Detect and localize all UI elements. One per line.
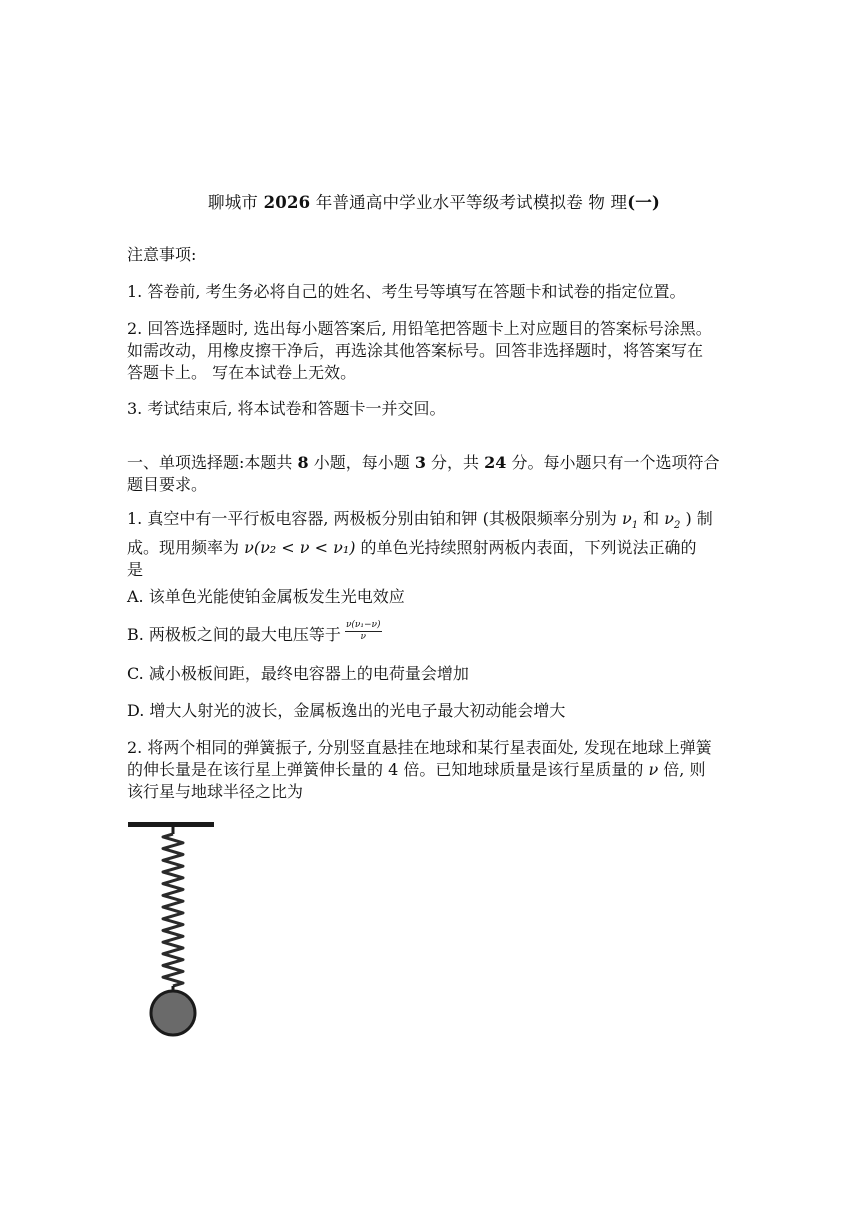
section-1-text-d: 分。每小题只有一个选项符合	[506, 453, 720, 472]
q1-text-d: 的单色光持续照射两板内表面，下列说法正确的	[355, 538, 697, 558]
q1-option-c: C. 减小极板间距，最终电容器上的电荷量会增加	[127, 664, 469, 683]
question-1-stem	[127, 508, 747, 581]
q2-nu: ν	[648, 760, 659, 779]
q1-option-d: D. 增大人射光的波长，金属板逸出的光电子最大初动能会增大	[127, 701, 566, 720]
title-suffix: (一)	[627, 193, 660, 212]
q1-option-b-fraction	[345, 620, 382, 643]
section-1-line-1	[127, 452, 747, 474]
fraction-numerator: ν(ν₁−ν)	[345, 620, 381, 630]
section-1-text-a: 一、单项选择题:本题共	[127, 453, 298, 472]
title-middle: 年普通高中学业水平等级考试模拟卷 物 理	[310, 193, 628, 212]
section-1-line-2: 题目要求。	[127, 475, 208, 494]
notice-item-3: 3. 考试结束后, 将本试卷和答题卡一并交回。	[127, 399, 446, 418]
notice-heading: 注意事项:	[127, 245, 197, 264]
question-1-line-1	[127, 508, 747, 537]
points-each: 3	[414, 453, 426, 472]
q1-text-c: 成。现用频率为	[127, 538, 245, 558]
ceiling-bar	[128, 822, 214, 827]
question-2-line-3: 该行星与地球半径之比为	[127, 782, 304, 801]
question-1-line-3: 是	[127, 560, 144, 580]
question-count: 8	[297, 453, 309, 472]
notice-item-1: 1. 答卷前, 考生务必将自己的姓名、考生号等填写在答题卡和试卷的指定位置。	[127, 282, 686, 301]
q1-text-a: 1. 真空中有一平行板电容器, 两极板分别由铂和钾 (其极限频率分别为	[127, 509, 622, 528]
spring-oscillator-icon	[126, 818, 218, 1040]
section-1-text-c: 分，共	[425, 453, 485, 472]
q2-text-b: 倍, 则	[658, 760, 706, 779]
q1-option-b-text: B. 两极板之间的最大电压等于	[127, 625, 341, 644]
points-total: 24	[484, 453, 507, 472]
page-title	[0, 189, 868, 213]
q1-and: 和	[638, 509, 665, 528]
q1-option-b	[127, 620, 747, 647]
section-1-text-b: 小题，每小题	[308, 453, 415, 472]
oscillator-ball	[151, 991, 195, 1035]
section-1-heading	[127, 452, 747, 496]
title-prefix: 聊城市	[208, 193, 264, 212]
title-year: 2026	[263, 193, 311, 212]
q1-frequency-condition: ν(ν₂ < ν < ν₁)	[244, 538, 356, 558]
notice-item-2-line-2: 如需改动，用橡皮擦干净后，再选涂其他答案标号。回答非选择题时，将答案写在	[127, 341, 704, 360]
question-1-line-2	[127, 537, 747, 559]
q1-nu-2: ν	[664, 509, 674, 528]
q1-option-a: A. 该单色光能使铂金属板发生光电效应	[127, 587, 405, 606]
notice-item-2-line-1: 2. 回答选择题时, 选出每小题答案后, 用铅笔把答题卡上对应题目的答案标号涂黑。	[127, 319, 712, 338]
fraction-denominator: ν	[360, 632, 366, 642]
notice-item-2-line-3: 答题卡上。 写在本试卷上无效。	[127, 363, 357, 382]
question-2-line-1: 2. 将两个相同的弹簧振子, 分别竖直悬挂在地球和某行星表面处, 发现在地球上弹簧	[127, 738, 712, 757]
q1-sub-2: 2	[673, 520, 681, 532]
q2-text-a: 的伸长量是在该行星上弹簧伸长量的 4 倍。已知地球质量是该行星质量的	[127, 760, 649, 779]
question-2-line-2	[127, 759, 747, 781]
notice-item-2	[127, 318, 747, 384]
q1-text-b: ) 制	[680, 509, 713, 528]
q1-nu-1: ν	[621, 509, 632, 528]
question-2-stem	[127, 737, 747, 803]
q1-sub-1: 1	[631, 520, 639, 532]
spring-coil	[163, 834, 183, 986]
